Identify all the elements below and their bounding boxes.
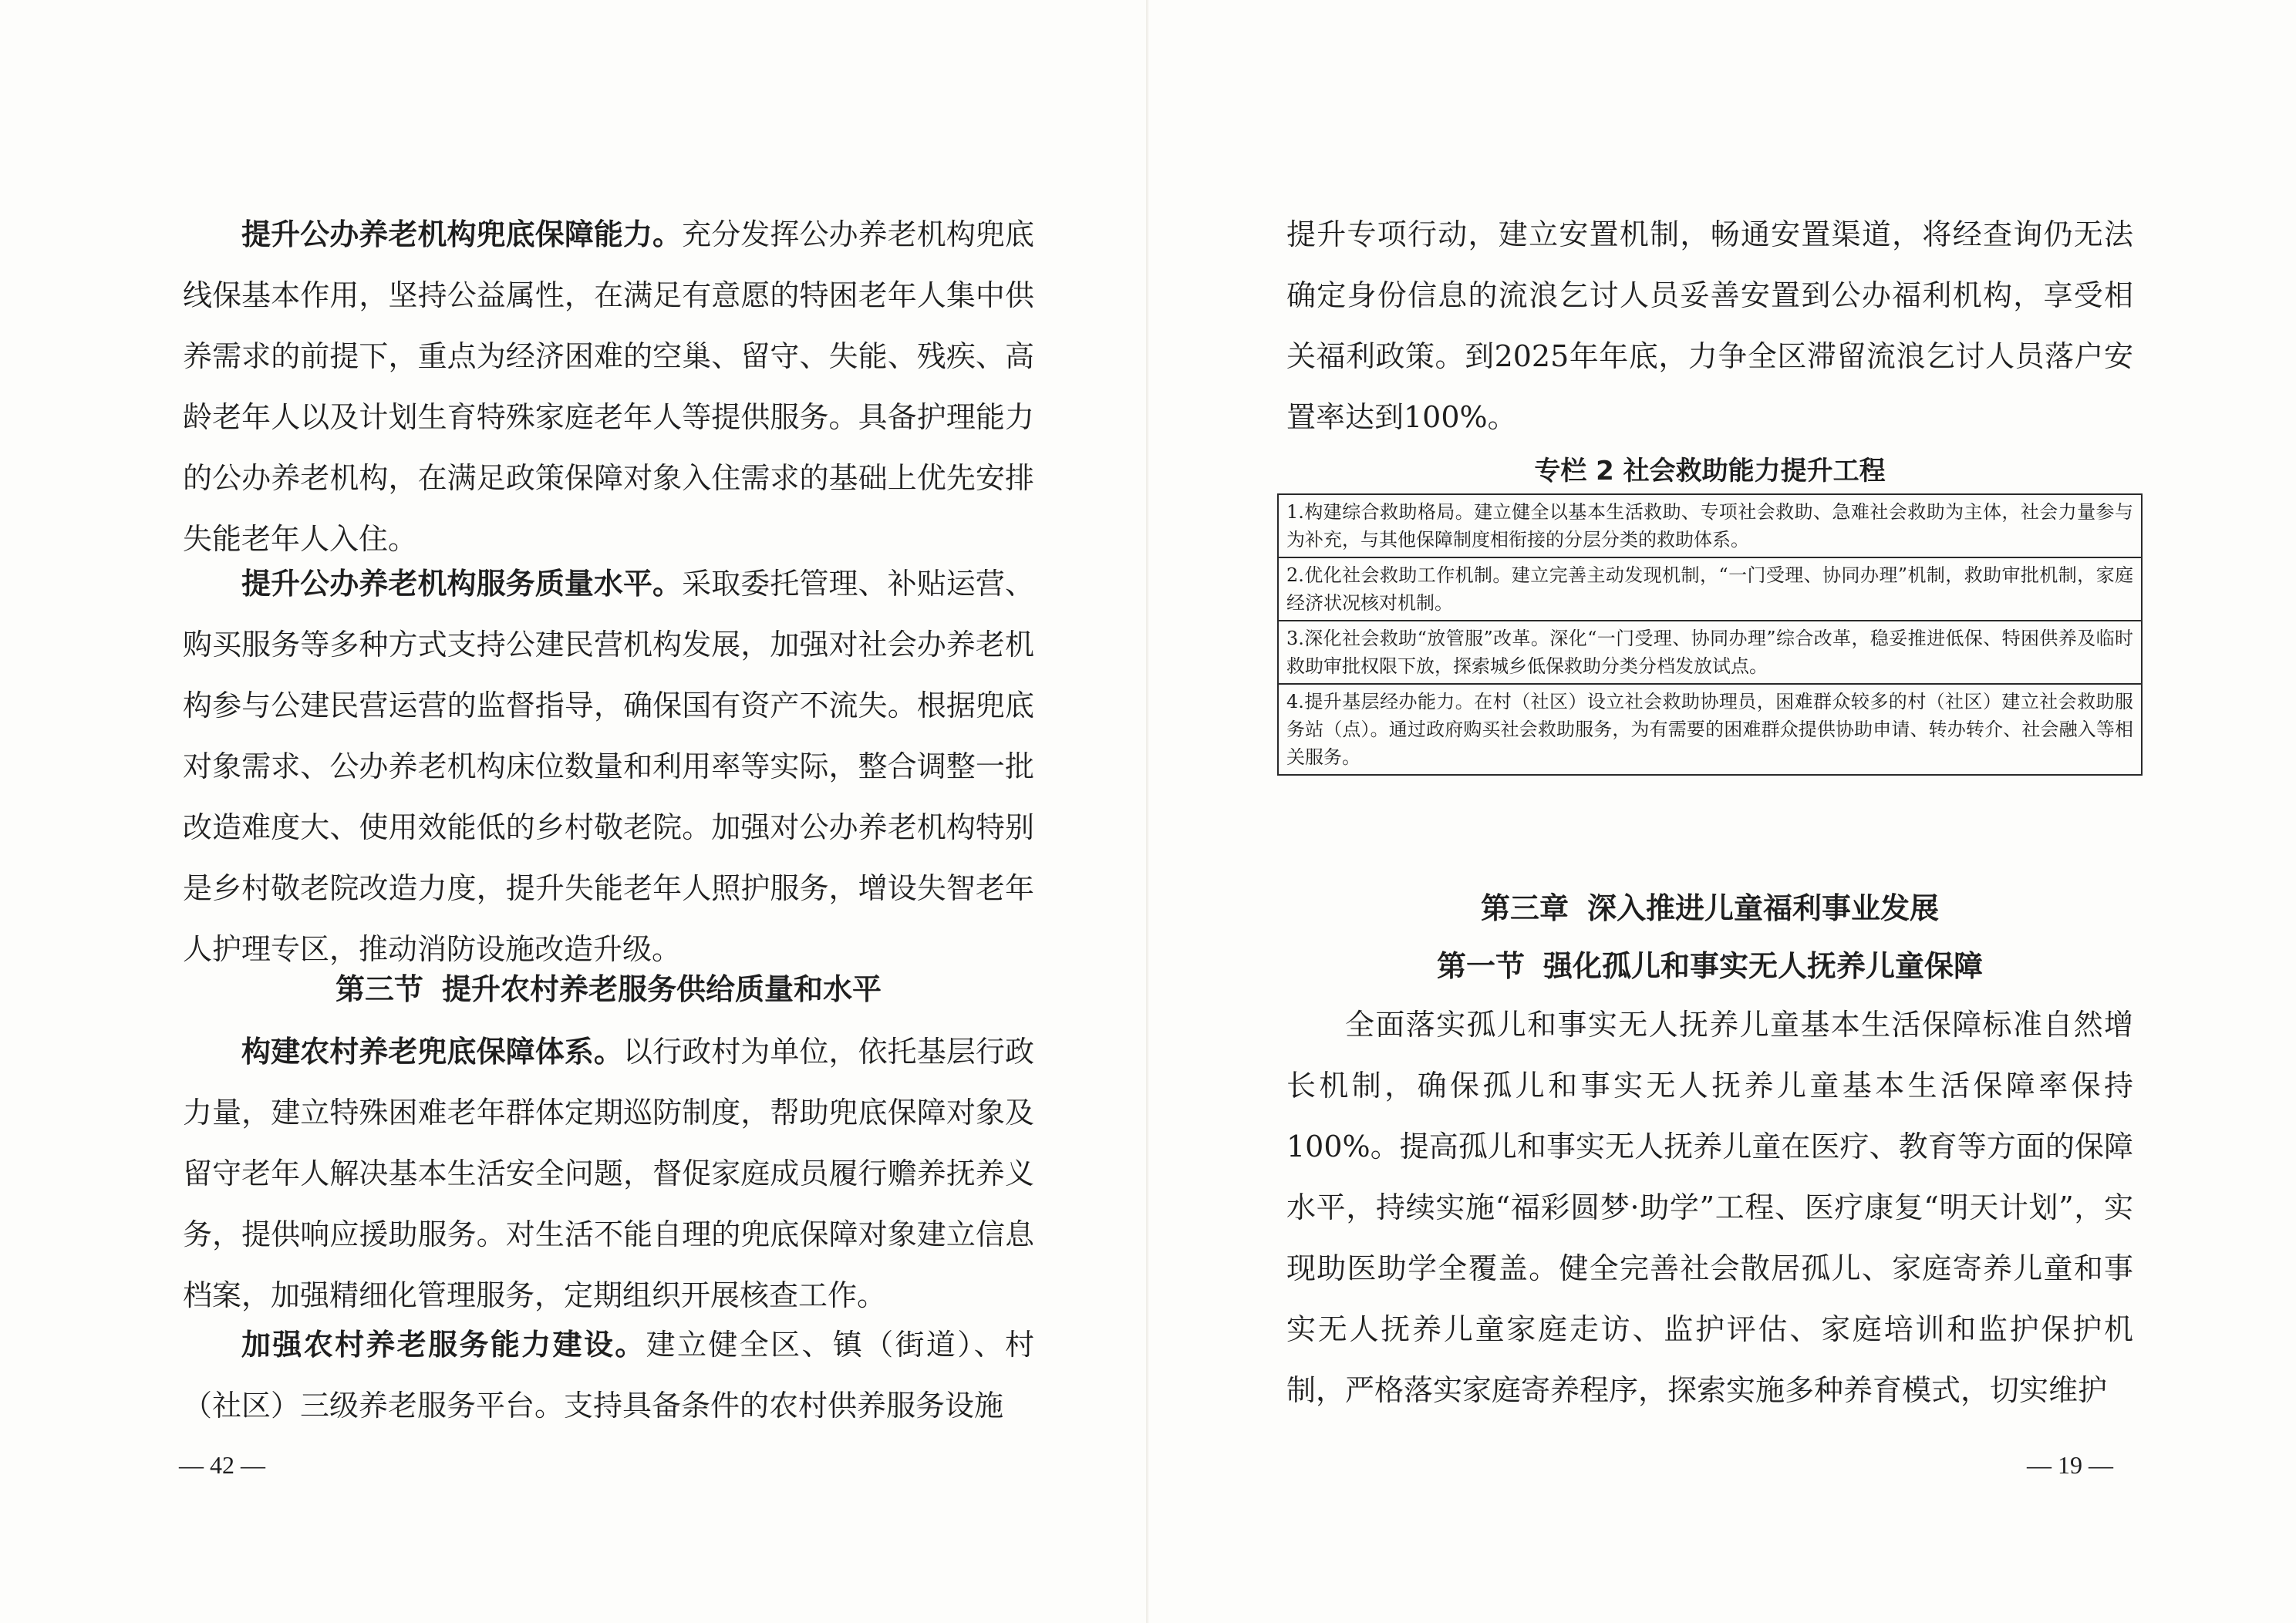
paragraph-text: 建立健全区、镇（街道）、村（社区）三级养老服务平台。支持具备条件的农村供养服务设施	[183, 1328, 1034, 1423]
paragraph-lead: 加强农村养老服务能力建设。	[241, 1328, 646, 1362]
section-title: 提升农村养老服务供给质量和水平	[442, 971, 882, 1006]
chapter-heading	[1286, 885, 2133, 931]
paragraph-text: 以行政村为单位，依托基层行政力量，建立特殊困难老年群体定期巡防制度，帮助兜底保障对象及留守老年人解决基本生活安全问题，督促家庭成员履行赡养抚养义务，提供响应援助服务。对生活不能自理的兜底保障对象建立信息档案，加强精细化管理服务，定期组织开展核查工作。	[183, 1035, 1034, 1312]
paragraph-continuation	[1286, 204, 2133, 448]
paragraph-public-institution-capacity	[183, 204, 1034, 570]
box-title: 专栏 2 社会救助能力提升工程	[1534, 456, 1886, 487]
paragraph-rural-safety-net	[183, 1022, 1034, 1326]
page-number: — 42 —	[179, 1451, 265, 1479]
chapter-title: 深入推进儿童福利事业发展	[1587, 891, 1940, 925]
right-page	[1148, 0, 2296, 1623]
section-number: 第一节	[1436, 948, 1525, 983]
section-title: 强化孤儿和事实无人抚养儿童保障	[1543, 948, 1984, 983]
section-heading-orphans	[1286, 943, 2133, 989]
paragraph-orphan-protection	[1286, 995, 2133, 1421]
paragraph-public-institution-quality	[183, 554, 1034, 980]
paragraph-text: 充分发挥公办养老机构兜底线保基本作用，坚持公益属性，在满足有意愿的特困老年人集中供养需求的前提下，重点为经济困难的空巢、留守、失能、残疾、高龄老年人以及计划生育特殊家庭老年人等提供服务。具备护理能力的公办养老机构，在满足政策保障对象入住需求的基础上优先安排失能老年人入住。	[183, 217, 1034, 556]
social-assistance-box	[1277, 493, 2143, 776]
section-heading-rural	[183, 966, 1034, 1012]
chapter-number: 第三章	[1480, 891, 1569, 925]
box-item: 3.深化社会救助“放管服”改革。深化“一门受理、协同办理”综合改革，稳妥推进低保、特困供养及临时救助审批权限下放，探索城乡低保救助分类分档发放试点。	[1279, 621, 2141, 685]
page-number: — 19 —	[2027, 1451, 2113, 1479]
paragraph-rural-capacity	[183, 1315, 1034, 1436]
box-item: 2.优化社会救助工作机制。建立完善主动发现机制，“一门受理、协同办理”机制，救助审批机制，家庭经济状况核对机制。	[1279, 558, 2141, 621]
paragraph-lead: 提升公办养老机构兜底保障能力。	[241, 217, 683, 251]
paragraph-text: 提升专项行动，建立安置机制，畅通安置渠道，将经查询仍无法确定身份信息的流浪乞讨人员妥善安置到公办福利机构，享受相关福利政策。到2025年年底，力争全区滞留流浪乞讨人员落户安置率达到100%。	[1286, 217, 2133, 434]
box-item: 4.提升基层经办能力。在村（社区）设立社会救助协理员，困难群众较多的村（社区）建立社会救助服务站（点）。通过政府购买社会救助服务，为有需要的困难群众提供协助申请、转办转介、社会融入等相关服务。	[1286, 691, 2133, 768]
section-number: 第三节	[335, 971, 423, 1006]
paragraph-text: 全面落实孤儿和事实无人抚养儿童基本生活保障标准自然增长机制，确保孤儿和事实无人抚养儿童基本生活保障率保持100%。提高孤儿和事实无人抚养儿童在医疗、教育等方面的保障水平，持续实施“福彩圆梦·助学”工程、医疗康复“明天计划”，实现助医助学全覆盖。健全完善社会散居孤儿、家庭寄养儿童和事实无人抚养儿童家庭走访、监护评估、家庭培训和监护保护机制，严格落实家庭寄养程序，探索实施多种养育模式，切实维护	[1286, 1008, 2133, 1407]
paragraph-text: 采取委托管理、补贴运营、购买服务等多种方式支持公建民营机构发展，加强对社会办养老机构参与公建民营运营的监督指导，确保国有资产不流失。根据兜底对象需求、公办养老机构床位数量和利用率等实际，整合调整一批改造难度大、使用效能低的乡村敬老院。加强对公办养老机构特别是乡村敬老院改造力度，提升失能老年人照护服务，增设失智老年人护理专区，推动消防设施改造升级。	[183, 567, 1034, 966]
paragraph-lead: 提升公办养老机构服务质量水平。	[241, 567, 683, 601]
paragraph-lead: 构建农村养老兜底保障体系。	[241, 1035, 623, 1069]
box-item: 1.构建综合救助格局。建立健全以基本生活救助、专项社会救助、急难社会救助为主体，社会力量参与为补充，与其他保障制度相衔接的分层分类的救助体系。	[1279, 495, 2141, 558]
